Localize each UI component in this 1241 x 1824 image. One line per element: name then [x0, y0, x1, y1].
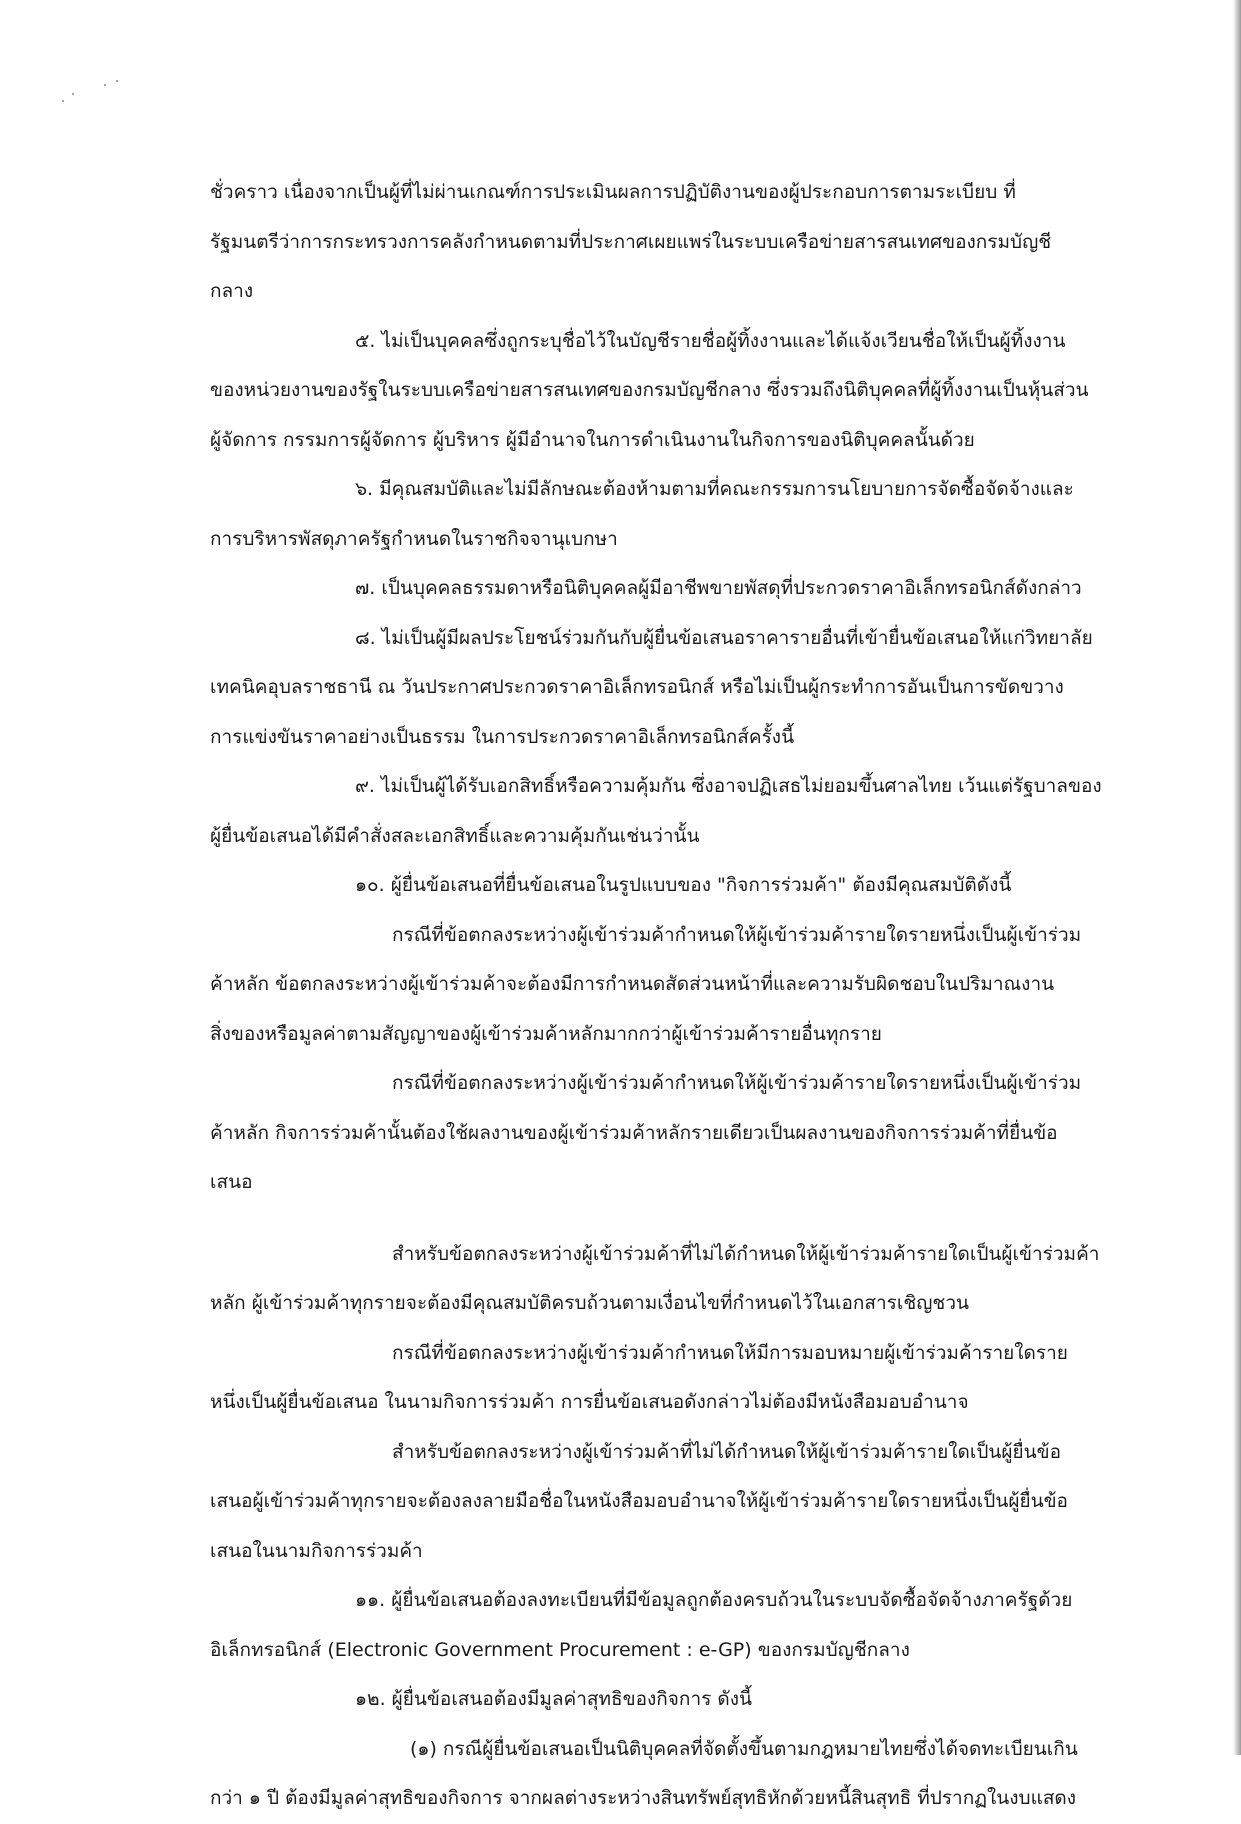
text-line: ชั่วคราว เนื่องจากเป็นผู้ที่ไม่ผ่านเกณฑ์การประเมินผลการปฏิบัติงานของผู้ประกอบการตามระเบียบ ที่	[210, 181, 1016, 203]
sub-paragraph: กรณีที่ข้อตกลงระหว่างผู้เข้าร่วมค้ากำหนดให้ผู้เข้าร่วมค้ารายใดรายหนึ่งเป็นผู้เข้าร่วม	[392, 923, 1082, 946]
text-line: เสนอในนามกิจการร่วมค้า	[210, 1539, 423, 1562]
clause-10: ๑๐. ผู้ยื่นข้อเสนอที่ยื่นข้อเสนอในรูปแบบของ "กิจการร่วมค้า" ต้องมีคุณสมบัติดังนี้	[355, 874, 1012, 896]
text-line: รัฐมนตรีว่าการกระทรวงการคลังกำหนดตามที่ประกาศเผยแพร่ในระบบเครือข่ายสารสนเทศของกรมบัญชี	[210, 230, 1052, 253]
text-line: กว่า ๑ ปี ต้องมีมูลค่าสุทธิของกิจการ จากผลต่างระหว่างสินทรัพย์สุทธิหักด้วยหนี้สินสุทธิ ที่ปรากฏในงบแสดง	[210, 1787, 1077, 1809]
clause-9: ๙. ไม่เป็นผู้ได้รับเอกสิทธิ์หรือความคุ้มกัน ซึ่งอาจปฏิเสธไม่ยอมขึ้นศาลไทย เว้นแต่รัฐบาลของ	[355, 775, 1102, 797]
text-line: หลัก ผู้เข้าร่วมค้าทุกรายจะต้องมีคุณสมบัติครบถ้วนตามเงื่อนไขที่กำหนดไว้ในเอกสารเชิญชวน	[210, 1292, 969, 1314]
clause-6: ๖. มีคุณสมบัติและไม่มีลักษณะต้องห้ามตามที่คณะกรรมการนโยบายการจัดซื้อจัดจ้างและ	[355, 478, 1074, 500]
clause-5: ๕. ไม่เป็นบุคคลซึ่งถูกระบุชื่อไว้ในบัญชีรายชื่อผู้ทิ้งงานและได้แจ้งเวียนชื่อให้เป็นผู้ทิ้งงาน	[355, 329, 1066, 352]
sub-paragraph: กรณีที่ข้อตกลงระหว่างผู้เข้าร่วมค้ากำหนดให้ผู้เข้าร่วมค้ารายใดรายหนึ่งเป็นผู้เข้าร่วม	[392, 1072, 1082, 1094]
text-line: ค้าหลัก ข้อตกลงระหว่างผู้เข้าร่วมค้าจะต้องมีการกำหนดสัดส่วนหน้าที่และความรับผิดชอบในปริมาณงาน	[210, 973, 1055, 995]
clause-7: ๗. เป็นบุคคลธรรมดาหรือนิติบุคคลผู้มีอาชีพขายพัสดุที่ประกวดราคาอิเล็กทรอนิกส์ดังกล่าว	[355, 577, 1082, 599]
text-line: ผู้ยื่นข้อเสนอได้มีคำสั่งสละเอกสิทธิ์และความคุ้มกันเช่นว่านั้น	[210, 824, 700, 847]
sub-clause-12-1: (๑) กรณีผู้ยื่นข้อเสนอเป็นนิติบุคคลที่จัดตั้งขึ้นตามกฎหมายไทยซึ่งได้จดทะเบียนเกิน	[410, 1737, 1078, 1760]
clause-11: ๑๑. ผู้ยื่นข้อเสนอต้องลงทะเบียนที่มีข้อมูลถูกต้องครบถ้วนในระบบจัดซื้อจัดจ้างภาครัฐด้วย	[355, 1589, 1073, 1611]
text-line: สิ่งของหรือมูลค่าตามสัญญาของผู้เข้าร่วมค้าหลักมากกว่าผู้เข้าร่วมค้ารายอื่นทุกราย	[210, 1022, 882, 1045]
text-line: ค้าหลัก กิจการร่วมค้านั้นต้องใช้ผลงานของผู้เข้าร่วมค้าหลักรายเดียวเป็นผลงานของกิจการร่วมค้าที่ยื่นข้อ	[210, 1121, 1058, 1144]
text-line: ของหน่วยงานของรัฐในระบบเครือข่ายสารสนเทศของกรมบัญชีกลาง ซึ่งรวมถึงนิติบุคคลที่ผู้ทิ้งงานเป็นหุ้นส่วน	[210, 379, 1089, 401]
text-line: การแข่งขันราคาอย่างเป็นธรรม ในการประกวดราคาอิเล็กทรอนิกส์ครั้งนี้	[210, 725, 795, 748]
scan-speck	[104, 84, 106, 86]
clause-8: ๘. ไม่เป็นผู้มีผลประโยชน์ร่วมกันกับผู้ยื่นข้อเสนอราคารายอื่นที่เข้ายื่นข้อเสนอให้แก่วิทยาลัย	[355, 626, 1093, 649]
sub-paragraph: กรณีที่ข้อตกลงระหว่างผู้เข้าร่วมค้ากำหนดให้มีการมอบหมายผู้เข้าร่วมค้ารายใดราย	[392, 1341, 1068, 1364]
document-body	[210, 168, 1115, 1824]
text-line: หนึ่งเป็นผู้ยื่นข้อเสนอ ในนามกิจการร่วมค้า การยื่นข้อเสนอดังกล่าวไม่ต้องมีหนังสือมอบอำนาจ	[210, 1391, 969, 1413]
text-line: การบริหารพัสดุภาครัฐกำหนดในราชกิจจานุเบกษา	[210, 527, 618, 550]
scan-speck	[62, 100, 64, 102]
sub-paragraph: สำหรับข้อตกลงระหว่างผู้เข้าร่วมค้าที่ไม่ได้กำหนดให้ผู้เข้าร่วมค้ารายใดเป็นผู้ยื่นข้อ	[392, 1440, 1062, 1463]
scan-speck	[72, 93, 74, 95]
text-line: เสนอ	[210, 1171, 253, 1193]
scan-speck	[116, 80, 118, 82]
paragraph-gap	[210, 1208, 1115, 1230]
text-line: อิเล็กทรอนิกส์ (Electronic Government Procurement : e-GP) ของกรมบัญชีกลาง	[210, 1638, 910, 1661]
text-line: ผู้จัดการ กรรมการผู้จัดการ ผู้บริหาร ผู้มีอำนาจในการดำเนินงานในกิจการของนิติบุคคลนั้นด้วย	[210, 428, 975, 451]
scan-edge-shadow	[1233, 0, 1241, 1755]
text-line: เสนอผู้เข้าร่วมค้าทุกรายจะต้องลงลายมือชื่อในหนังสือมอบอำนาจให้ผู้เข้าร่วมค้ารายใดรายหนึ่งเป็นผู้ยื่นข้อ	[210, 1490, 1068, 1512]
text-line: เทคนิคอุบลราชธานี ณ วันประกาศประกวดราคาอิเล็กทรอนิกส์ หรือไม่เป็นผู้กระทำการอันเป็นการขัดขวาง	[210, 676, 1064, 698]
text-line: กลาง	[210, 280, 254, 302]
sub-paragraph: สำหรับข้อตกลงระหว่างผู้เข้าร่วมค้าที่ไม่ได้กำหนดให้ผู้เข้าร่วมค้ารายใดเป็นผู้เข้าร่วมค้า	[392, 1242, 1100, 1265]
clause-12: ๑๒. ผู้ยื่นข้อเสนอต้องมีมูลค่าสุทธิของกิจการ ดังนี้	[355, 1688, 752, 1710]
